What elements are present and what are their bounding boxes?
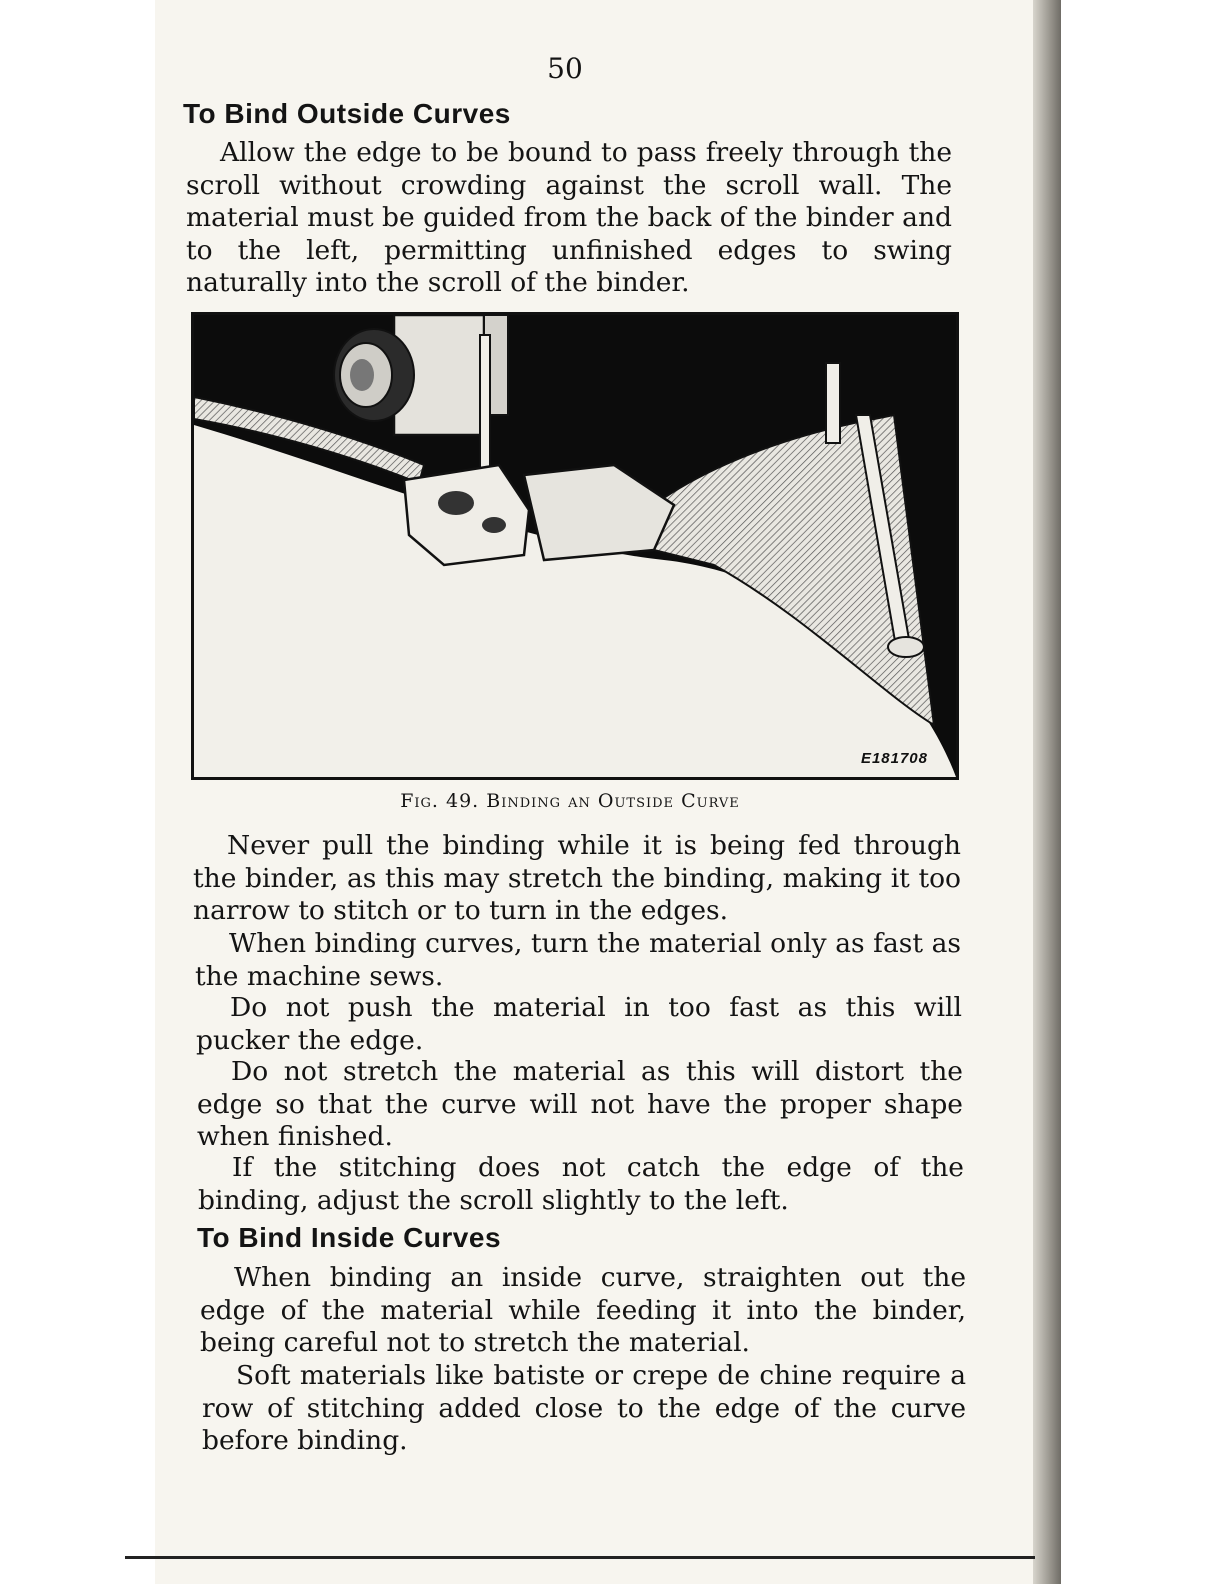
heading-outside-curves: To Bind Outside Curves bbox=[183, 98, 511, 129]
paragraph-never-pull: Never pull the binding while it is being fed through the binder, as this may stretch the binding, making it too narrow to stitch or to turn in the edges. bbox=[193, 830, 961, 926]
paragraph-do-not-push: Do not push the material in too fast as this will pucker the edge. bbox=[196, 992, 962, 1056]
figure-caption: Fig. 49. Binding an Outside Curve bbox=[400, 790, 740, 812]
bottom-edge-rule bbox=[125, 1556, 1035, 1559]
book-spine-shadow bbox=[1033, 0, 1061, 1584]
heading-inside-curves: To Bind Inside Curves bbox=[197, 1222, 502, 1253]
paragraph-inside-straighten: When binding an inside curve, straighten out the edge of the material while feeding it into the binder, being careful not to stretch the material. bbox=[200, 1262, 966, 1358]
page-number: 50 bbox=[547, 52, 583, 85]
paragraph-turn-material: When binding curves, turn the material only as fast as the machine sews. bbox=[195, 928, 961, 992]
figure-code-label: E181708 bbox=[860, 750, 928, 767]
paragraph-outside-intro: Allow the edge to be bound to pass freely through the scroll without crowding against the scroll wall. The material must be guided from the back of the binder and to the left, permitting unfinished edges to swing naturally into the scroll of the binder. bbox=[186, 137, 952, 298]
paragraph-soft-materials: Soft materials like batiste or crepe de chine require a row of stitching added close to the edge of the curve before binding. bbox=[202, 1360, 966, 1456]
paragraph-do-not-stretch: Do not stretch the material as this will distort the edge so that the curve will not have the proper shape when finished. bbox=[197, 1056, 963, 1152]
paragraph-adjust-scroll: If the stitching does not catch the edge of the binding, adjust the scroll slightly to the left. bbox=[198, 1152, 964, 1216]
sewing-machine-binder-illustration bbox=[194, 315, 956, 777]
figure-binding-outside-curve bbox=[191, 312, 959, 780]
